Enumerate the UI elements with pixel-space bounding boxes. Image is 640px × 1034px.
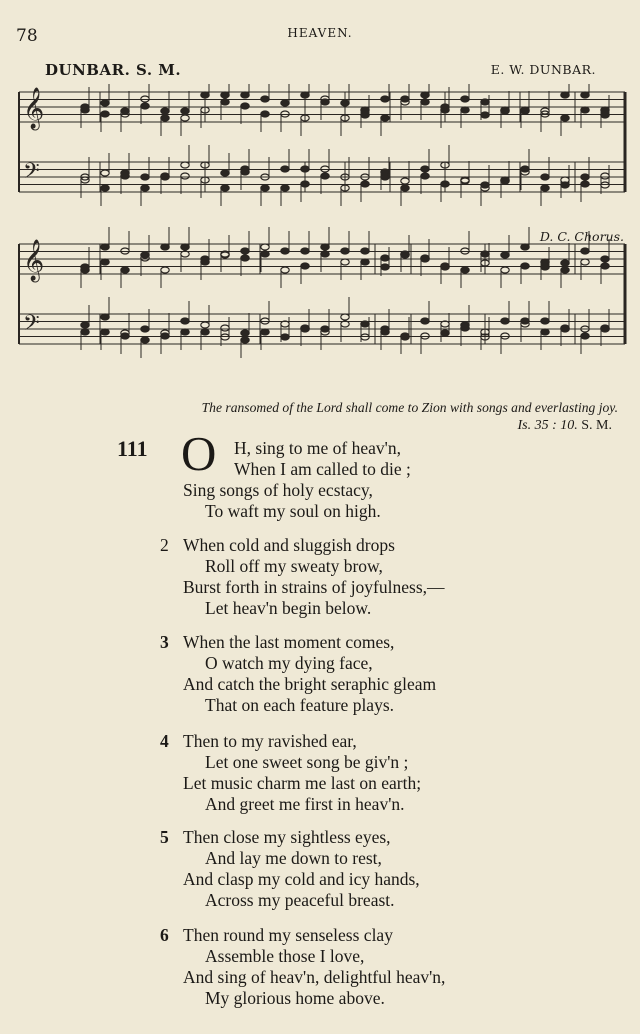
note-head — [381, 329, 389, 335]
note-head — [361, 259, 369, 265]
note-head — [81, 107, 89, 113]
note-head — [401, 178, 409, 184]
verse-line: My glorious home above. — [205, 988, 385, 1008]
note-head — [241, 330, 249, 336]
note-head — [421, 92, 429, 98]
note-head — [521, 263, 529, 269]
note-head — [501, 177, 509, 183]
scripture-text: The ransomed of the Lord shall come to Zion with songs and everlasting joy. — [201, 400, 618, 415]
note-head — [201, 92, 209, 98]
note-head — [581, 248, 589, 254]
note-head — [101, 100, 109, 106]
note-head — [161, 115, 169, 121]
verse-number: 6 — [160, 925, 169, 945]
note-head — [381, 264, 389, 270]
verse-line: Let music charm me last on earth; — [183, 773, 422, 793]
note-head — [521, 107, 529, 113]
note-head — [301, 166, 309, 172]
note-head — [261, 251, 269, 257]
note-head — [461, 267, 469, 273]
note-head — [581, 107, 589, 113]
note-head — [141, 185, 149, 191]
note-head — [481, 99, 489, 105]
verse-line: When the last moment comes, — [183, 632, 395, 652]
note-head — [161, 267, 169, 273]
note-head — [381, 255, 389, 261]
note-head — [441, 330, 449, 336]
page-number: 78 — [16, 26, 38, 46]
note-head — [181, 244, 189, 250]
note-head — [181, 329, 189, 335]
verse-line: Across my peaceful breast. — [205, 890, 395, 910]
note-head — [141, 103, 149, 109]
reference-citation: Is. 35 : 10. — [517, 418, 578, 433]
note-head — [81, 267, 89, 273]
note-head — [561, 325, 569, 331]
verse-line: Then close my sightless eyes, — [183, 827, 391, 847]
note-head — [541, 318, 549, 324]
treble-clef: 𝄞 — [23, 240, 45, 281]
note-head — [141, 174, 149, 180]
drop-cap: O — [181, 426, 217, 481]
note-head — [161, 244, 169, 250]
note-head — [281, 334, 289, 340]
note-head — [321, 251, 329, 257]
chorus-marking: D. C. Chorus. — [539, 229, 624, 244]
note-head — [201, 322, 209, 328]
note-head — [241, 337, 249, 343]
note-head — [501, 107, 509, 113]
music-system-1 — [19, 84, 625, 206]
verse-line: When cold and sluggish drops — [183, 535, 395, 555]
note-head — [281, 166, 289, 172]
note-head — [581, 259, 589, 265]
note-head — [461, 107, 469, 113]
note-head — [101, 329, 109, 335]
note-head — [261, 244, 269, 250]
note-head — [441, 181, 449, 187]
note-head — [561, 115, 569, 121]
verse-line: Let heav'n begin below. — [205, 598, 372, 618]
note-head — [321, 244, 329, 250]
note-head — [401, 251, 409, 257]
note-head — [461, 325, 469, 331]
note-head — [481, 251, 489, 257]
note-head — [541, 185, 549, 191]
note-head — [301, 263, 309, 269]
note-head — [581, 92, 589, 98]
note-head — [401, 185, 409, 191]
note-head — [521, 244, 529, 250]
note-head — [161, 108, 169, 114]
verse-line: Then round my senseless clay — [183, 925, 393, 945]
verse-line: And greet me first in heav'n. — [205, 794, 405, 814]
note-head — [341, 259, 349, 265]
verse-line: And lay me down to rest, — [205, 848, 382, 868]
verse-line: And catch the bright seraphic gleam — [183, 674, 437, 694]
note-head — [161, 333, 169, 339]
note-head — [381, 169, 389, 175]
scripture-reference — [517, 418, 612, 434]
verse-line: O watch my dying face, — [205, 653, 373, 673]
verse-line: And sing of heav'n, delightful heav'n, — [183, 967, 446, 987]
note-head — [341, 248, 349, 254]
running-title: HEAVEN. — [287, 26, 353, 40]
verse-line: Assemble those I love, — [205, 946, 365, 966]
note-head — [201, 259, 209, 265]
note-head — [141, 326, 149, 332]
note-head — [161, 173, 169, 179]
note-head — [261, 185, 269, 191]
note-head — [501, 267, 509, 273]
composer: E. W. DUNBAR. — [490, 62, 596, 77]
note-head — [361, 181, 369, 187]
note-head — [321, 173, 329, 179]
note-head — [261, 111, 269, 117]
note-head — [261, 96, 269, 102]
music-system-2 — [19, 227, 625, 358]
tune-name: DUNBAR. S. M. — [45, 61, 182, 79]
note-head — [101, 244, 109, 250]
verse-line: Roll off my sweaty brow, — [205, 556, 383, 576]
note-head — [241, 103, 249, 109]
note-head — [561, 267, 569, 273]
note-head — [601, 173, 609, 179]
note-head — [421, 99, 429, 105]
note-head — [221, 325, 229, 331]
verse-number: 4 — [160, 731, 169, 751]
note-head — [181, 108, 189, 114]
bass-clef: 𝄢 — [23, 159, 40, 189]
verse-line: H, sing to me of heav'n, — [234, 438, 401, 458]
note-head — [121, 267, 129, 273]
note-head — [301, 181, 309, 187]
note-head — [101, 111, 109, 117]
note-head — [181, 115, 189, 121]
note-head — [481, 112, 489, 118]
note-head — [181, 173, 189, 179]
note-head — [141, 337, 149, 343]
note-head — [281, 267, 289, 273]
note-head — [101, 314, 109, 320]
note-head — [281, 248, 289, 254]
note-head — [581, 181, 589, 187]
note-head — [361, 107, 369, 113]
note-head — [501, 318, 509, 324]
verse-line: Let one sweet song be giv'n ; — [205, 752, 409, 772]
note-head — [601, 256, 609, 262]
note-head — [81, 322, 89, 328]
note-head — [581, 333, 589, 339]
note-head — [581, 174, 589, 180]
meter: S. M. — [581, 418, 612, 433]
verse-line: To waft my soul on high. — [205, 501, 381, 521]
note-head — [301, 248, 309, 254]
note-head — [241, 92, 249, 98]
note-head — [541, 329, 549, 335]
note-head — [421, 255, 429, 261]
note-head — [321, 99, 329, 105]
bass-clef: 𝄢 — [23, 311, 40, 341]
verse-line: And clasp my cold and icy hands, — [183, 869, 420, 889]
note-head — [341, 100, 349, 106]
note-head — [501, 252, 509, 258]
note-head — [601, 325, 609, 331]
note-head — [261, 329, 269, 335]
note-head — [101, 170, 109, 176]
note-head — [561, 260, 569, 266]
note-head — [81, 329, 89, 335]
note-head — [241, 248, 249, 254]
note-head — [221, 92, 229, 98]
note-head — [301, 92, 309, 98]
note-head — [221, 185, 229, 191]
verse-number: 2 — [160, 535, 169, 555]
note-head — [361, 321, 369, 327]
note-head — [381, 96, 389, 102]
note-head — [381, 115, 389, 121]
note-head — [181, 318, 189, 324]
verse-line: Sing songs of holy ecstacy, — [183, 480, 373, 500]
note-head — [561, 92, 569, 98]
verse-line: Then to my ravished ear, — [183, 731, 357, 751]
note-head — [461, 96, 469, 102]
note-head — [421, 173, 429, 179]
note-head — [441, 107, 449, 113]
verse-number: 5 — [160, 827, 169, 847]
note-head — [221, 99, 229, 105]
note-head — [281, 185, 289, 191]
note-head — [181, 162, 189, 168]
note-head — [101, 185, 109, 191]
note-head — [241, 169, 249, 175]
verse-line: When I am called to die ; — [234, 459, 411, 479]
note-head — [341, 314, 349, 320]
verse-line: Burst forth in strains of joyfulness,— — [183, 577, 445, 597]
note-head — [241, 255, 249, 261]
note-head — [221, 170, 229, 176]
note-head — [121, 173, 129, 179]
note-head — [361, 248, 369, 254]
note-head — [541, 259, 549, 265]
note-head — [101, 259, 109, 265]
hymn-number: 111 — [117, 436, 148, 461]
note-head — [201, 329, 209, 335]
note-head — [421, 166, 429, 172]
note-head — [281, 100, 289, 106]
verse-line: That on each feature plays. — [205, 695, 395, 715]
note-head — [541, 174, 549, 180]
treble-clef: 𝄞 — [23, 88, 45, 129]
note-head — [421, 318, 429, 324]
note-head — [121, 333, 129, 339]
verse-number: 3 — [160, 632, 169, 652]
note-head — [601, 107, 609, 113]
note-head — [601, 263, 609, 269]
music-score — [15, 84, 627, 374]
